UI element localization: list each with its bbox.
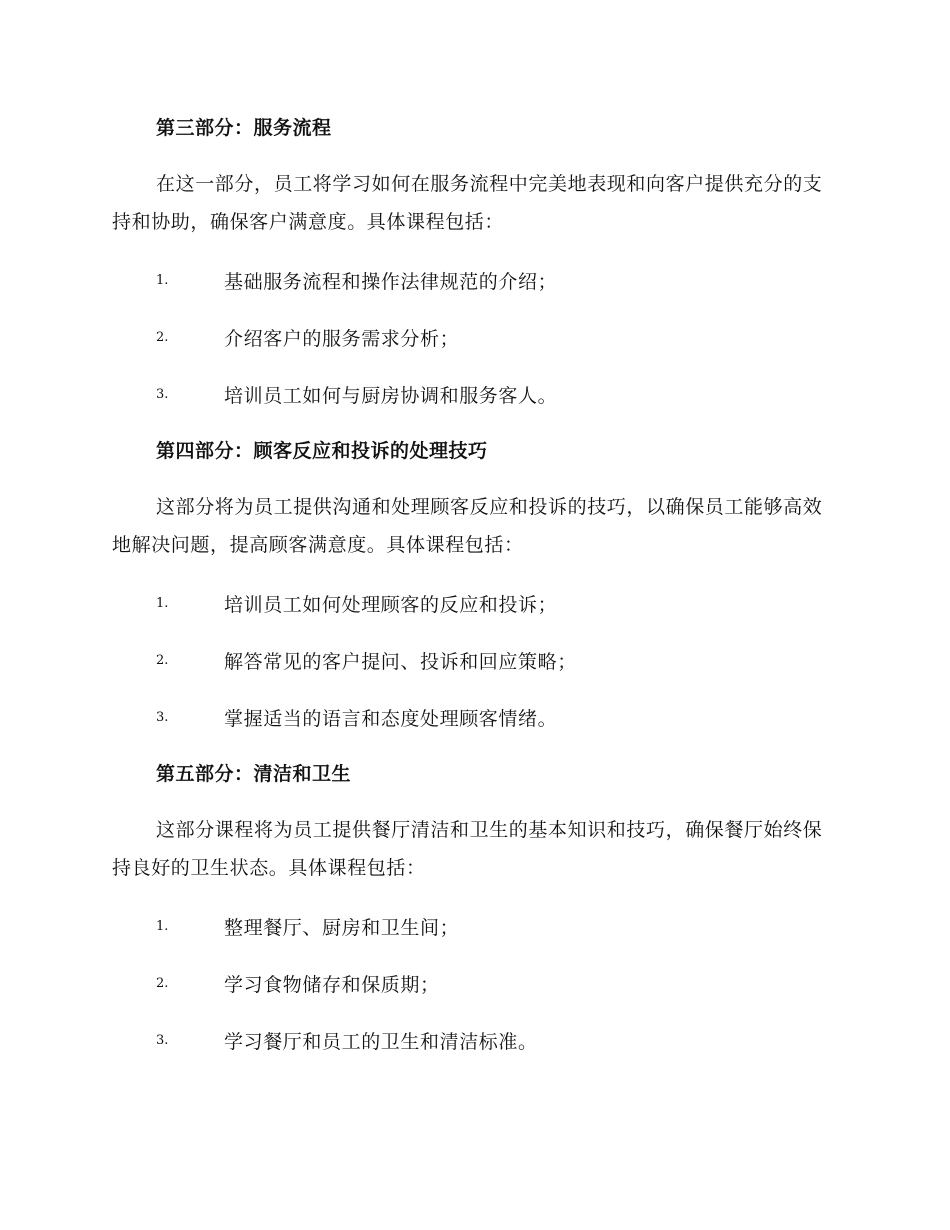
list-item-text: 学习食物储存和保质期；	[224, 973, 440, 996]
list-item	[112, 640, 832, 680]
list-item	[112, 697, 832, 737]
list-item-text: 学习餐厅和员工的卫生和清洁标准。	[224, 1030, 538, 1053]
list-number: 1.	[156, 272, 169, 288]
list-number: 3.	[156, 1032, 169, 1048]
list-number: 2.	[156, 329, 169, 345]
list-item	[112, 906, 832, 946]
list-item	[112, 1020, 832, 1060]
list-number: 2.	[156, 975, 169, 991]
section-paragraph: 这部分课程将为员工提供餐厅清洁和卫生的基本知识和技巧，确保餐厅始终保持良好的卫生状态。具体课程包括：	[112, 819, 823, 879]
list-item	[112, 317, 832, 357]
list-item-text: 整理餐厅、厨房和卫生间；	[224, 916, 460, 939]
list-item	[112, 963, 832, 1003]
list-item-text: 介绍客户的服务需求分析；	[224, 327, 460, 350]
list-number: 3.	[156, 386, 169, 402]
section-heading: 第三部分：服务流程	[156, 117, 332, 139]
list-number: 1.	[156, 595, 169, 611]
list-item	[112, 583, 832, 623]
section-paragraph: 这部分将为员工提供沟通和处理顾客反应和投诉的技巧，以确保员工能够高效地解决问题，提高顾客满意度。具体课程包括：	[112, 496, 823, 556]
section-heading: 第五部分：清洁和卫生	[156, 763, 352, 785]
list-number: 1.	[156, 918, 169, 934]
list-number: 2.	[156, 652, 169, 668]
section-paragraph: 在这一部分，员工将学习如何在服务流程中完美地表现和向客户提供充分的支持和协助，确保客户满意度。具体课程包括：	[112, 173, 823, 233]
section-heading: 第四部分：顾客反应和投诉的处理技巧	[156, 440, 488, 462]
list-item-text: 基础服务流程和操作法律规范的介绍；	[224, 270, 558, 293]
list-item-text: 培训员工如何处理顾客的反应和投诉；	[224, 593, 558, 616]
list-item-text: 解答常见的客户提问、投诉和回应策略；	[224, 650, 577, 673]
document-body	[112, 108, 832, 1077]
list-item	[112, 260, 832, 300]
list-number: 3.	[156, 709, 169, 725]
list-item-text: 培训员工如何与厨房协调和服务客人。	[224, 384, 558, 407]
list-item-text: 掌握适当的语言和态度处理顾客情绪。	[224, 707, 558, 730]
list-item	[112, 374, 832, 414]
